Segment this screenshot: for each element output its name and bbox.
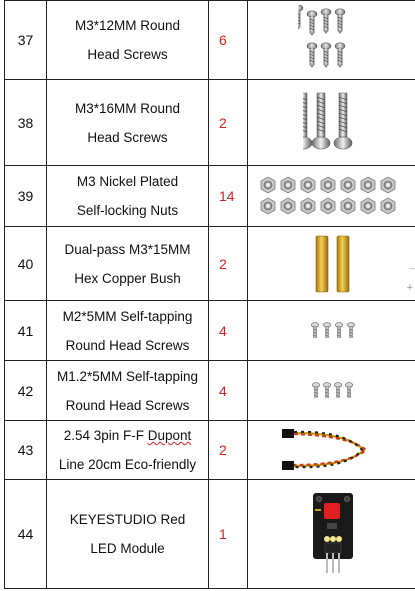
item-image-cell <box>248 227 415 301</box>
item-name-line1: KEYESTUDIO Red <box>69 512 186 527</box>
item-name-line2: Round Head Screws <box>65 337 190 353</box>
item-image-cell <box>248 1 415 80</box>
spellcheck-word: Dupont <box>147 428 192 443</box>
item-number: 44 <box>5 480 47 589</box>
item-name-line2: Head Screws <box>87 47 168 62</box>
item-image-cell <box>248 301 415 361</box>
item-number: 41 <box>5 301 47 361</box>
item-name-line1 <box>47 421 208 450</box>
item-quantity: 4 <box>209 361 248 421</box>
dupont-wire-icon <box>278 424 388 476</box>
nuts-icon <box>258 174 408 218</box>
item-quantity: 14 <box>209 166 248 227</box>
item-name-line1: M3 Nickel Plated <box>76 174 179 189</box>
table-row <box>5 1 415 80</box>
parts-table <box>4 0 415 589</box>
table-row <box>5 480 415 589</box>
item-image-cell <box>248 480 415 589</box>
screws-m1-2-icon <box>308 379 358 403</box>
item-name-line1: M3*12MM Round <box>74 18 181 33</box>
item-name-line1: M3*16MM Round <box>74 100 181 116</box>
table-row <box>5 227 415 301</box>
item-number: 37 <box>5 1 47 80</box>
table-row <box>5 361 415 421</box>
screws-m3-16mm-icon <box>303 91 363 155</box>
item-name <box>47 301 209 361</box>
item-image-cell <box>248 166 415 227</box>
item-name-line2: Self-locking Nuts <box>76 203 179 218</box>
item-name <box>47 480 209 589</box>
red-led-module-icon <box>303 489 363 579</box>
table-row <box>5 80 415 166</box>
item-image-cell <box>248 361 415 421</box>
item-name-line1: M1.2*5MM Self-tapping <box>56 368 199 384</box>
item-quantity: 2 <box>209 421 248 480</box>
item-name <box>47 166 209 227</box>
item-image-cell <box>248 80 415 166</box>
item-name-line2: Line 20cm Eco-friendly <box>58 457 197 472</box>
page-edge-rule <box>409 268 415 269</box>
item-name <box>47 361 209 421</box>
item-name-line1: M2*5MM Self-tapping <box>62 308 193 324</box>
item-number: 38 <box>5 80 47 166</box>
item-name <box>47 80 209 166</box>
table-row <box>5 301 415 361</box>
screws-m3-12mm-icon <box>298 5 368 75</box>
item-quantity: 2 <box>209 227 248 301</box>
item-name-line2: LED Module <box>90 541 165 556</box>
add-row-icon[interactable]: + <box>406 282 413 294</box>
item-number: 43 <box>5 421 47 480</box>
copper-bush-icon <box>308 233 358 295</box>
item-image-cell <box>248 421 415 480</box>
item-number: 40 <box>5 227 47 301</box>
item-name-line1: Dual-pass M3*15MM <box>64 241 191 257</box>
item-name-line2: Head Screws <box>87 129 168 145</box>
table-row <box>5 166 415 227</box>
table-row <box>5 421 415 480</box>
item-number: 42 <box>5 361 47 421</box>
item-quantity: 4 <box>209 301 248 361</box>
item-quantity: 1 <box>209 480 248 589</box>
item-name-line1-text: 2.54 3pin F-F <box>63 428 148 443</box>
item-number: 39 <box>5 166 47 227</box>
screws-m2-icon <box>305 320 361 342</box>
item-quantity: 2 <box>209 80 248 166</box>
item-name <box>47 421 209 480</box>
item-quantity: 6 <box>209 1 248 80</box>
item-name-line2: Hex Copper Bush <box>74 270 181 286</box>
item-name-line2: Round Head Screws <box>65 397 190 413</box>
item-name <box>47 1 209 80</box>
item-name <box>47 227 209 301</box>
